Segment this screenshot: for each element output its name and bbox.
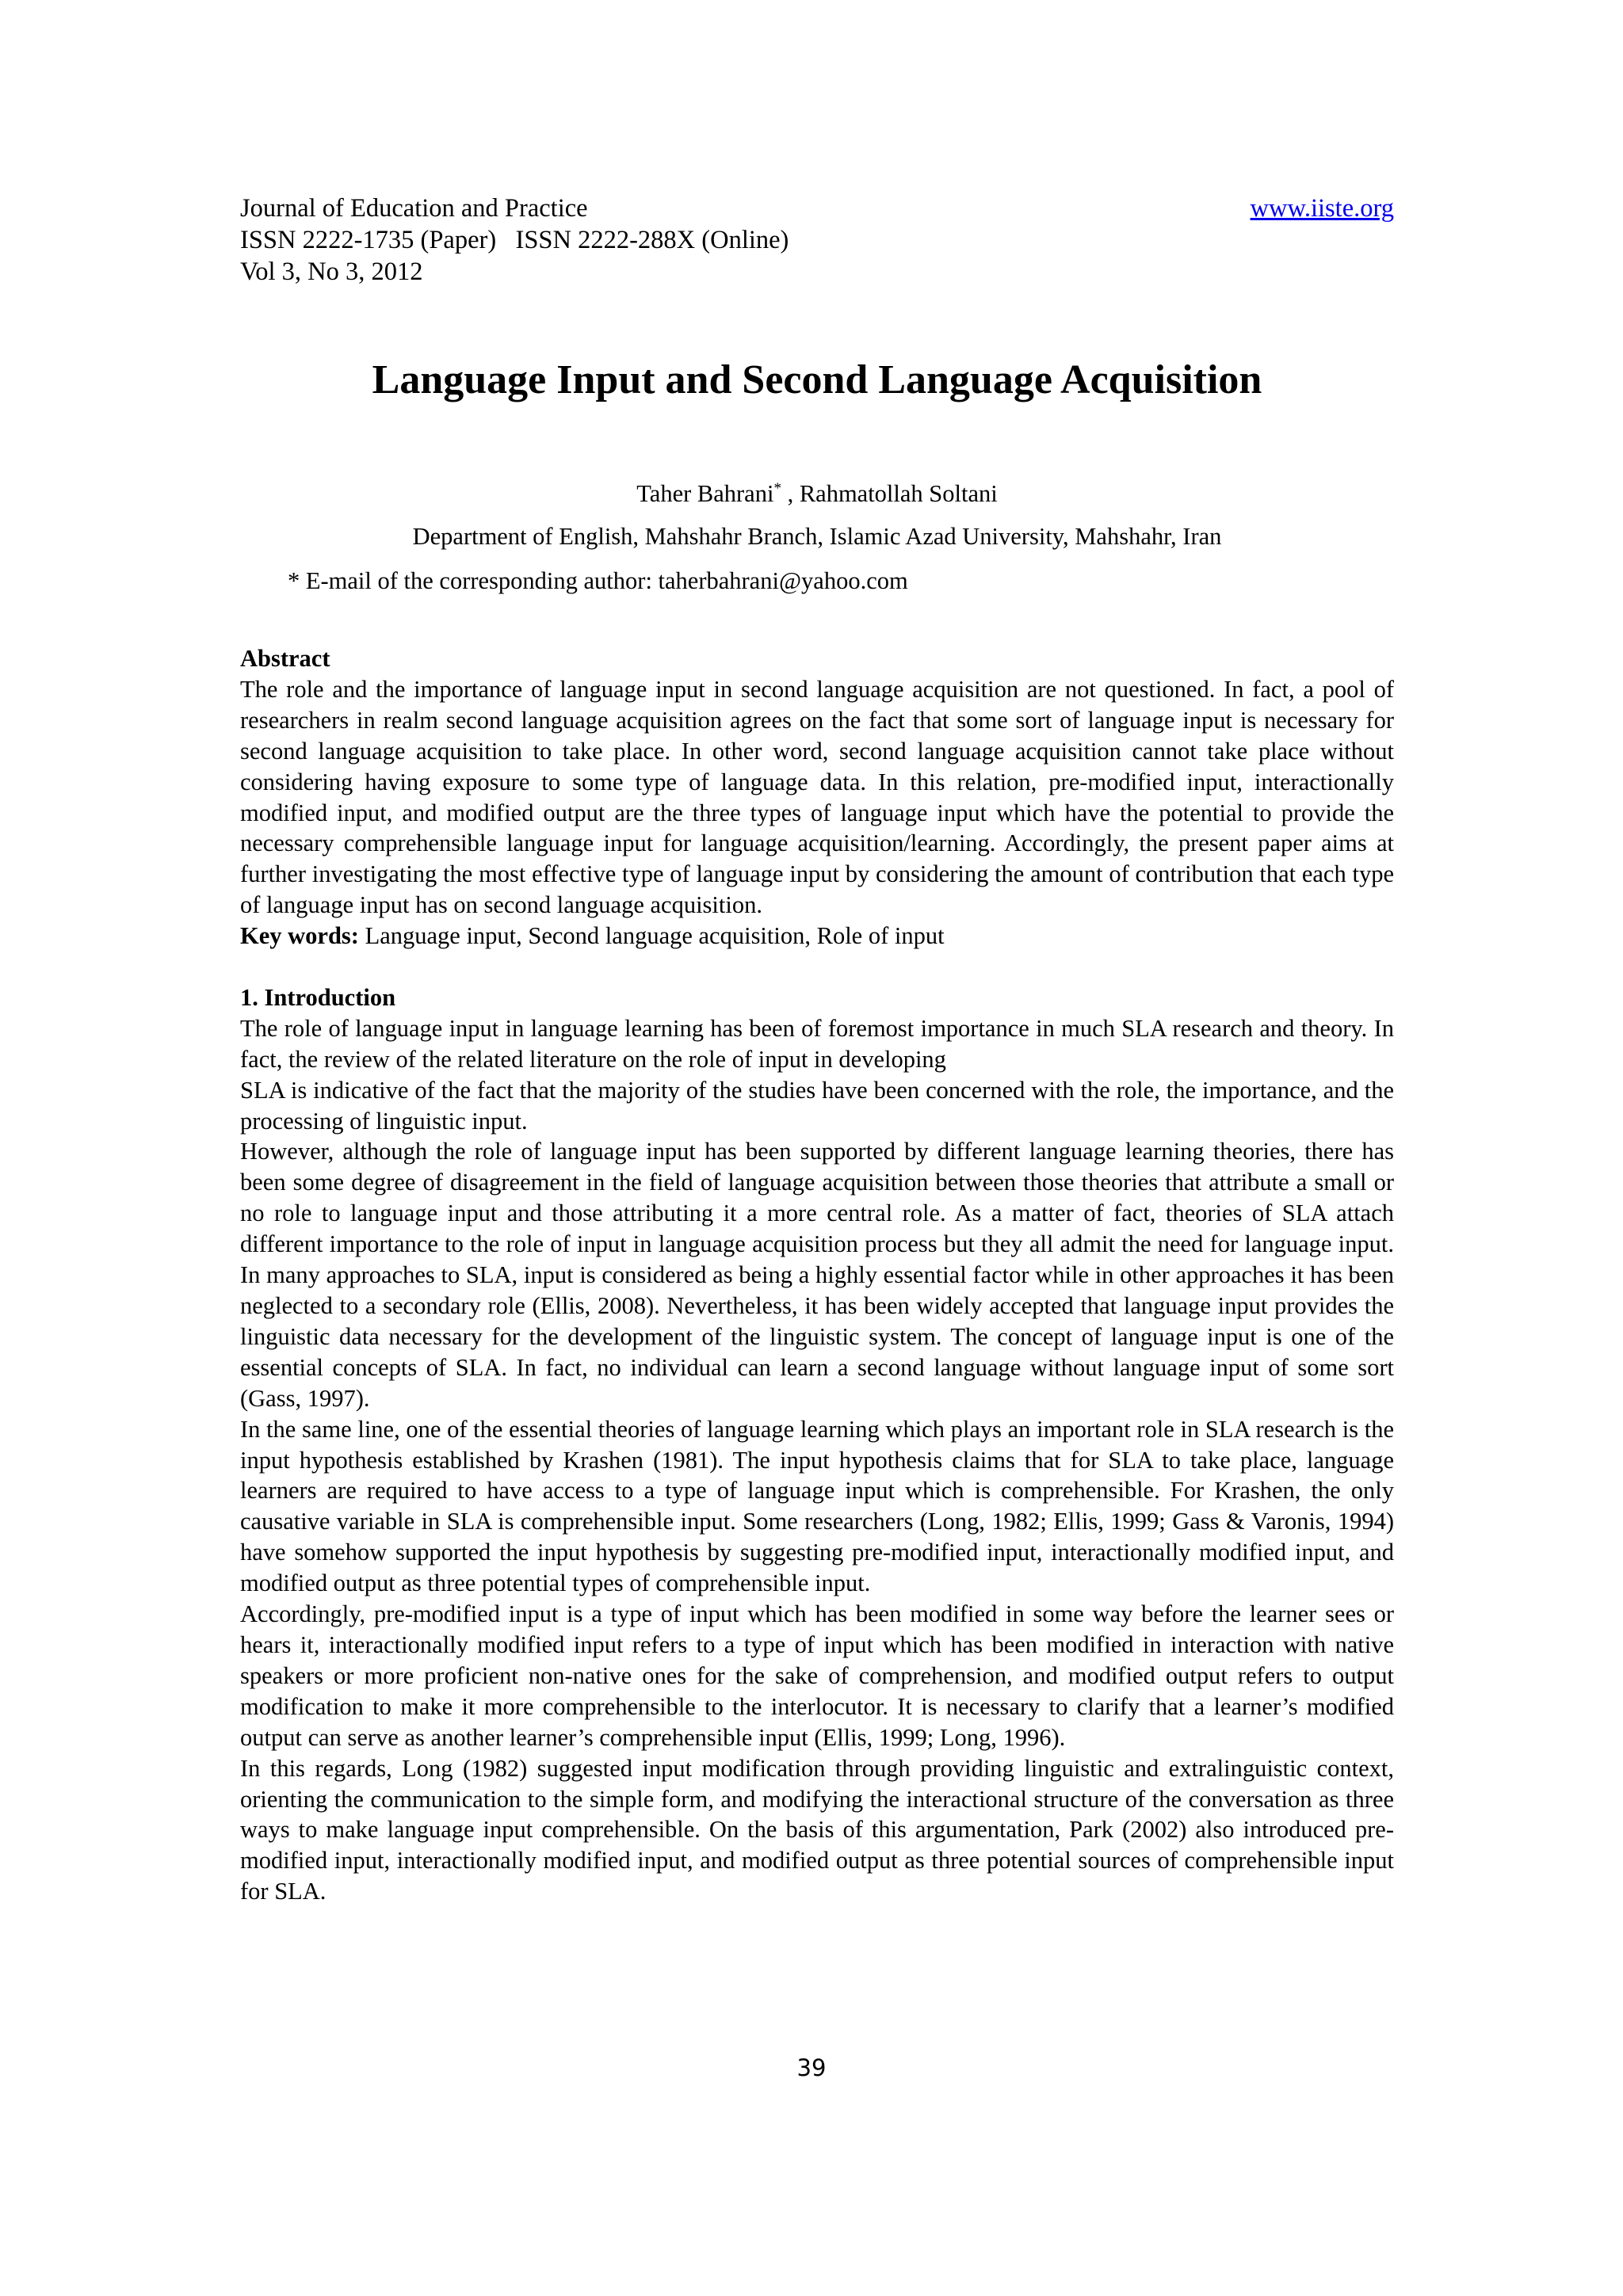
journal-website-link[interactable]: www.iiste.org <box>1250 194 1394 223</box>
author-name: Taher Bahrani <box>636 480 774 507</box>
paper-title: Language Input and Second Language Acquisition <box>372 357 1262 402</box>
paragraph: SLA is indicative of the fact that the majority of the studies have been concerned with the role, the importance, and the processing of linguistic input. <box>240 1076 1394 1135</box>
section-spacer <box>240 952 1394 982</box>
paragraph: In the same line, one of the essential theories of language learning which plays an important role in SLA research is the input hypothesis established by Krashen (1981). The input hypothesis claims that for SLA to take place, language learners are required to have access to a type of language input which is comprehensible. For Krashen, the only causative variable in SLA is comprehensible input. Some researchers (Long, 1982; Ellis, 1999; Gass & Varonis, 1994) have somehow supported the input hypothesis by suggesting pre-modified input, interactionally modified input, and modified output as three potential types of comprehensible input. <box>240 1415 1394 1597</box>
abstract-text: The role and the importance of language input in second language acquisition are not questioned. In fact, a pool of researchers in realm second language acquisition agrees on the fact that some sort of language input is necessary for second language acquisition to take place. In other word, second language acquisition cannot take place without considering having exposure to some type of language data. In this relation, pre-modified input, interactionally modified input, and modified output are the three types of language input which have the potential to provide the necessary comprehensible language input for language acquisition/learning. Accordingly, the present paper aims at further investigating the most effective type of language input by considering the amount of contribution that each type of language input has on second language acquisition. <box>240 675 1394 919</box>
paragraph: In this regards, Long (1982) suggested input modification through providing linguistic and extralinguistic context, orienting the communication to the simple form, and modifying the interactional structure of the conversation as three ways to make language input comprehensible. On the basis of this argumentation, Park (2002) also introduced pre-modified input, interactionally modified input, and modified output as three potential sources of comprehensible input for SLA. <box>240 1754 1394 1905</box>
author-name: Rahmatollah Soltani <box>799 480 998 507</box>
journal-volume: Vol 3, No 3, 2012 <box>240 257 423 286</box>
abstract-heading: Abstract <box>240 645 330 672</box>
keywords-line <box>240 921 1394 952</box>
paragraph: The role of language input in language learning has been of foremost importance in much SLA research and theory. In fact, the review of the related literature on the role of input in developing <box>240 1014 1394 1073</box>
paragraph: However, although the role of language input has been supported by different language learning theories, there has been some degree of disagreement in the field of language acquisition between those theories that attribute a small or no role to language input and those attributing it a more central role. As a matter of fact, theories of SLA attach different importance to the role of input in language acquisition process but they all admit the need for language input. In many approaches to SLA, input is considered as being a highly essential factor while in other approaches it has been neglected to a secondary role (Ellis, 2008). Nevertheless, it has been widely accepted that language input provides the linguistic data necessary for the development of the linguistic system. The concept of language input is one of the essential concepts of SLA. In fact, no individual can learn a second language without language input of some sort (Gass, 1997). <box>240 1138 1394 1412</box>
keywords-text: Language input, Second language acquisition, Role of input <box>358 922 945 950</box>
author-separator: , <box>781 480 800 507</box>
author-affiliation: Department of English, Mahshahr Branch, Islamic Azad University, Mahshahr, Iran <box>412 523 1222 550</box>
introduction-heading: 1. Introduction <box>240 983 396 1011</box>
page-number: 39 <box>796 2054 827 2081</box>
journal-header <box>240 193 1394 288</box>
corresponding-email: * E-mail of the corresponding author: taherbahrani@yahoo.com <box>288 567 908 594</box>
paragraph: Accordingly, pre-modified input is a type of input which has been modified in some way before the learner sees or hears it, interactionally modified input refers to a type of input which has been modified in interaction with native speakers or more proficient non-native ones for the sake of comprehension, and modified output refers to output modification to make it more comprehensible to the interlocutor. It is necessary to clarify that a learner’s modified output can serve as another learner’s comprehensible input (Ellis, 1999; Long, 1996). <box>240 1600 1394 1751</box>
body-text <box>240 643 1394 1907</box>
author-line <box>240 478 1394 509</box>
corresponding-author-mark: * <box>773 479 781 497</box>
journal-issn: ISSN 2222-1735 (Paper) ISSN 2222-288X (Online) <box>240 226 789 254</box>
journal-name: Journal of Education and Practice <box>240 194 588 223</box>
keywords-label: Key words: <box>240 922 359 950</box>
